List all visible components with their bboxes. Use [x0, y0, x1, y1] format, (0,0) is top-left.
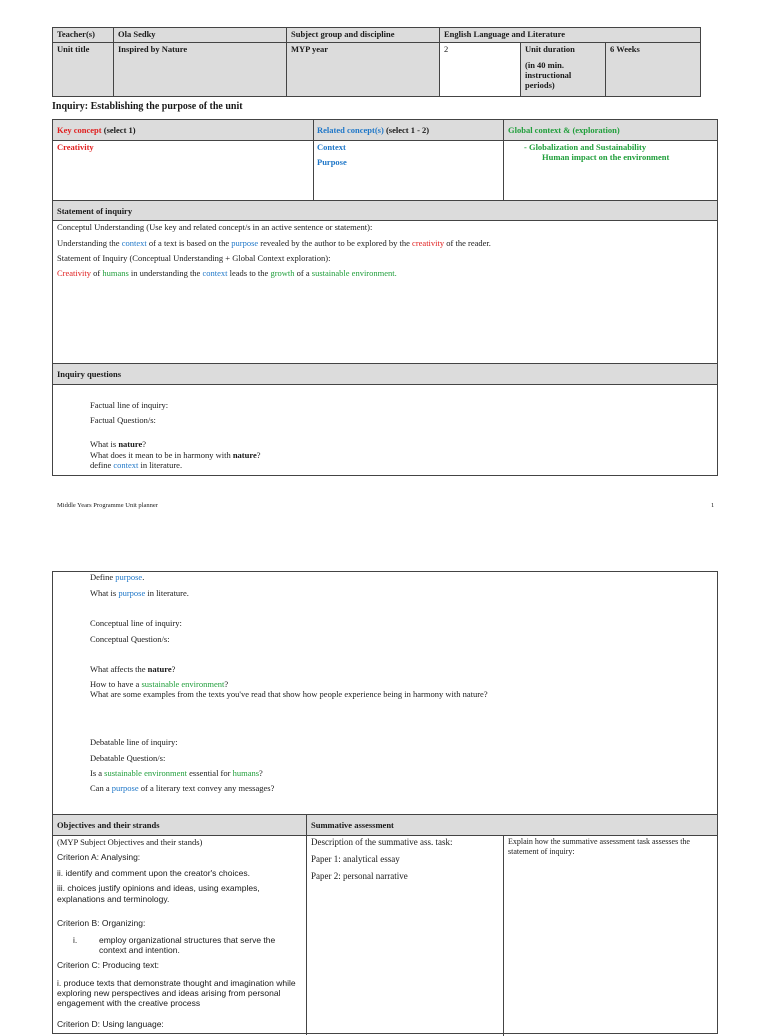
conceptual-line: Conceptual line of inquiry:: [90, 618, 182, 628]
question-3: [90, 460, 182, 471]
unit-duration-label: [521, 43, 606, 97]
objectives-heading: Objectives and their strands: [57, 820, 160, 830]
seg-humans: humans: [102, 268, 129, 278]
key-concept-select: (select 1): [103, 125, 136, 135]
criterion-a: Criterion A: Analysing:: [57, 852, 141, 862]
question-4: [90, 572, 144, 583]
debatable-question-label: Debatable Question/s:: [90, 753, 166, 763]
seg-context: context: [113, 460, 139, 470]
key-concept-header: [57, 125, 136, 136]
seg-growth: growth: [270, 268, 295, 278]
inquiry-heading: Inquiry: Establishing the purpose of the unit: [52, 101, 243, 112]
statement-line-1: Conceptul Understanding (Use key and related concept/s in an active sentence or statement):: [57, 222, 373, 232]
seg-humans: humans: [232, 768, 260, 778]
seg: What affects the: [90, 664, 148, 674]
global-context-1: - Globalization and Sustainability: [524, 142, 647, 152]
statement-line-4: [57, 268, 397, 279]
seg-nature: nature: [147, 664, 172, 674]
seg-context: context: [121, 238, 147, 248]
seg: revealed by the author to be explored by the: [258, 238, 413, 248]
seg-sustainable: sustainable environment: [141, 679, 225, 689]
concepts-table: [52, 119, 718, 201]
statement-heading: Statement of inquiry: [53, 201, 717, 221]
seg: essential for: [187, 768, 233, 778]
question-1: [90, 439, 146, 450]
objectives-summative-table: [52, 814, 718, 1034]
seg: of a: [294, 268, 312, 278]
global-context-2: Human impact on the environment: [542, 152, 670, 162]
related-concept-2: Purpose: [317, 157, 347, 167]
seg: Can a: [90, 783, 112, 793]
related-concept-label: Related concept(s): [317, 125, 384, 135]
criterion-c: Criterion C: Producing text:: [57, 960, 160, 970]
unit-header-table: [52, 27, 701, 97]
seg: .: [142, 572, 145, 582]
question-9: [90, 768, 263, 779]
subject-label: Subject group and discipline: [287, 28, 440, 43]
seg: define: [90, 460, 114, 470]
seg: What does it mean to be in harmony with: [90, 450, 233, 460]
seg: What is: [90, 439, 119, 449]
question-8: What are some examples from the texts you've read that show how people experience being in harmony with nature?: [90, 689, 488, 699]
key-concept-value: Creativity: [57, 142, 94, 152]
factual-line: Factual line of inquiry:: [90, 400, 169, 410]
seg: ?: [224, 679, 229, 689]
seg-sustainable: sustainable environment.: [311, 268, 397, 278]
seg: of the reader.: [444, 238, 491, 248]
global-context-header: Global context & (exploration): [508, 125, 620, 135]
summative-description: Description of the summative ass. task:: [311, 837, 453, 847]
seg: of a literary text convey any messages?: [138, 783, 275, 793]
seg: Is a: [90, 768, 105, 778]
footer-page-number: 1: [711, 502, 715, 509]
related-concept-1: Context: [317, 142, 346, 152]
seg: ?: [259, 768, 263, 778]
subject-value: English Language and Literature: [440, 28, 701, 43]
factual-question-label: Factual Question/s:: [90, 415, 156, 425]
unit-duration-value: 6 Weeks: [606, 43, 701, 97]
inquiry-questions-continued: [52, 571, 718, 815]
criterion-a-ii: ii. identify and comment upon the creator's choices.: [57, 868, 250, 878]
conceptual-question-label: Conceptual Question/s:: [90, 634, 170, 644]
summative-heading: Summative assessment: [311, 820, 394, 830]
seg: ?: [256, 450, 261, 460]
seg-purpose: purpose: [111, 783, 139, 793]
teacher-value: Ola Sedky: [114, 28, 287, 43]
debatable-line: Debatable line of inquiry:: [90, 737, 178, 747]
seg: in literature.: [145, 588, 189, 598]
seg-nature: nature: [118, 439, 143, 449]
question-6: [90, 664, 175, 675]
seg: in literature.: [138, 460, 183, 470]
seg: Understanding the: [57, 238, 122, 248]
criterion-c-i: i. produce texts that demonstrate thought and imagination while exploring new perspectives and ideas arising from personal engagement with the creative process: [57, 978, 296, 1008]
question-5: [90, 588, 189, 599]
unit-duration-title: Unit duration: [525, 44, 575, 54]
seg-creativity: Creativity: [57, 268, 91, 278]
seg: of a text is based on the: [146, 238, 232, 248]
seg-nature: nature: [232, 450, 257, 460]
seg: What is: [90, 588, 119, 598]
seg-purpose: purpose: [115, 572, 143, 582]
unit-title-value: Inspired by Nature: [114, 43, 287, 97]
seg-purpose: purpose: [231, 238, 259, 248]
seg: in understanding the: [128, 268, 203, 278]
myp-year-value: 2: [440, 43, 521, 97]
objectives-intro: (MYP Subject Objectives and their stands): [57, 837, 203, 847]
footer-title: Middle Years Programme Unit planner: [57, 502, 158, 509]
question-10: [90, 783, 274, 794]
seg: ?: [142, 439, 147, 449]
inquiry-questions-section: [52, 363, 718, 476]
summative-paper-2: Paper 2: personal narrative: [311, 871, 408, 881]
criterion-b-i-num: i.: [73, 935, 78, 945]
seg: of: [91, 268, 103, 278]
statement-of-inquiry-section: [52, 201, 718, 364]
summative-paper-1: Paper 1: analytical essay: [311, 854, 400, 864]
seg: ?: [171, 664, 176, 674]
related-concept-header: [317, 125, 429, 136]
criterion-d: Criterion D: Using language:: [57, 1019, 164, 1029]
summative-explanation: Explain how the summative assessment task assesses the statement of inquiry:: [508, 837, 690, 856]
inquiry-questions-heading: Inquiry questions: [53, 364, 717, 385]
seg: Define: [90, 572, 116, 582]
seg-purpose: purpose: [118, 588, 146, 598]
statement-line-3: Statement of Inquiry (Conceptual Understanding + Global Context exploration):: [57, 253, 331, 263]
seg: leads to the: [227, 268, 271, 278]
related-concept-select: (select 1 - 2): [385, 125, 430, 135]
seg: How to have a: [90, 679, 142, 689]
seg-creativity: creativity: [412, 238, 445, 248]
criterion-b: Criterion B: Organizing:: [57, 918, 146, 928]
unit-title-label: Unit title: [53, 43, 114, 97]
statement-line-2: [57, 238, 491, 249]
criterion-b-i: employ organizational structures that serve the context and intention.: [99, 935, 276, 955]
seg-context: context: [202, 268, 228, 278]
teacher-label: Teacher(s): [53, 28, 114, 43]
key-concept-label: Key concept: [57, 125, 102, 135]
seg-sustainable: sustainable environment: [104, 768, 188, 778]
myp-year-label: MYP year: [287, 43, 440, 97]
unit-duration-note: (in 40 min. instructional periods): [525, 60, 572, 90]
criterion-a-iii: iii. choices justify opinions and ideas, using examples, explanations and terminology.: [57, 883, 260, 904]
